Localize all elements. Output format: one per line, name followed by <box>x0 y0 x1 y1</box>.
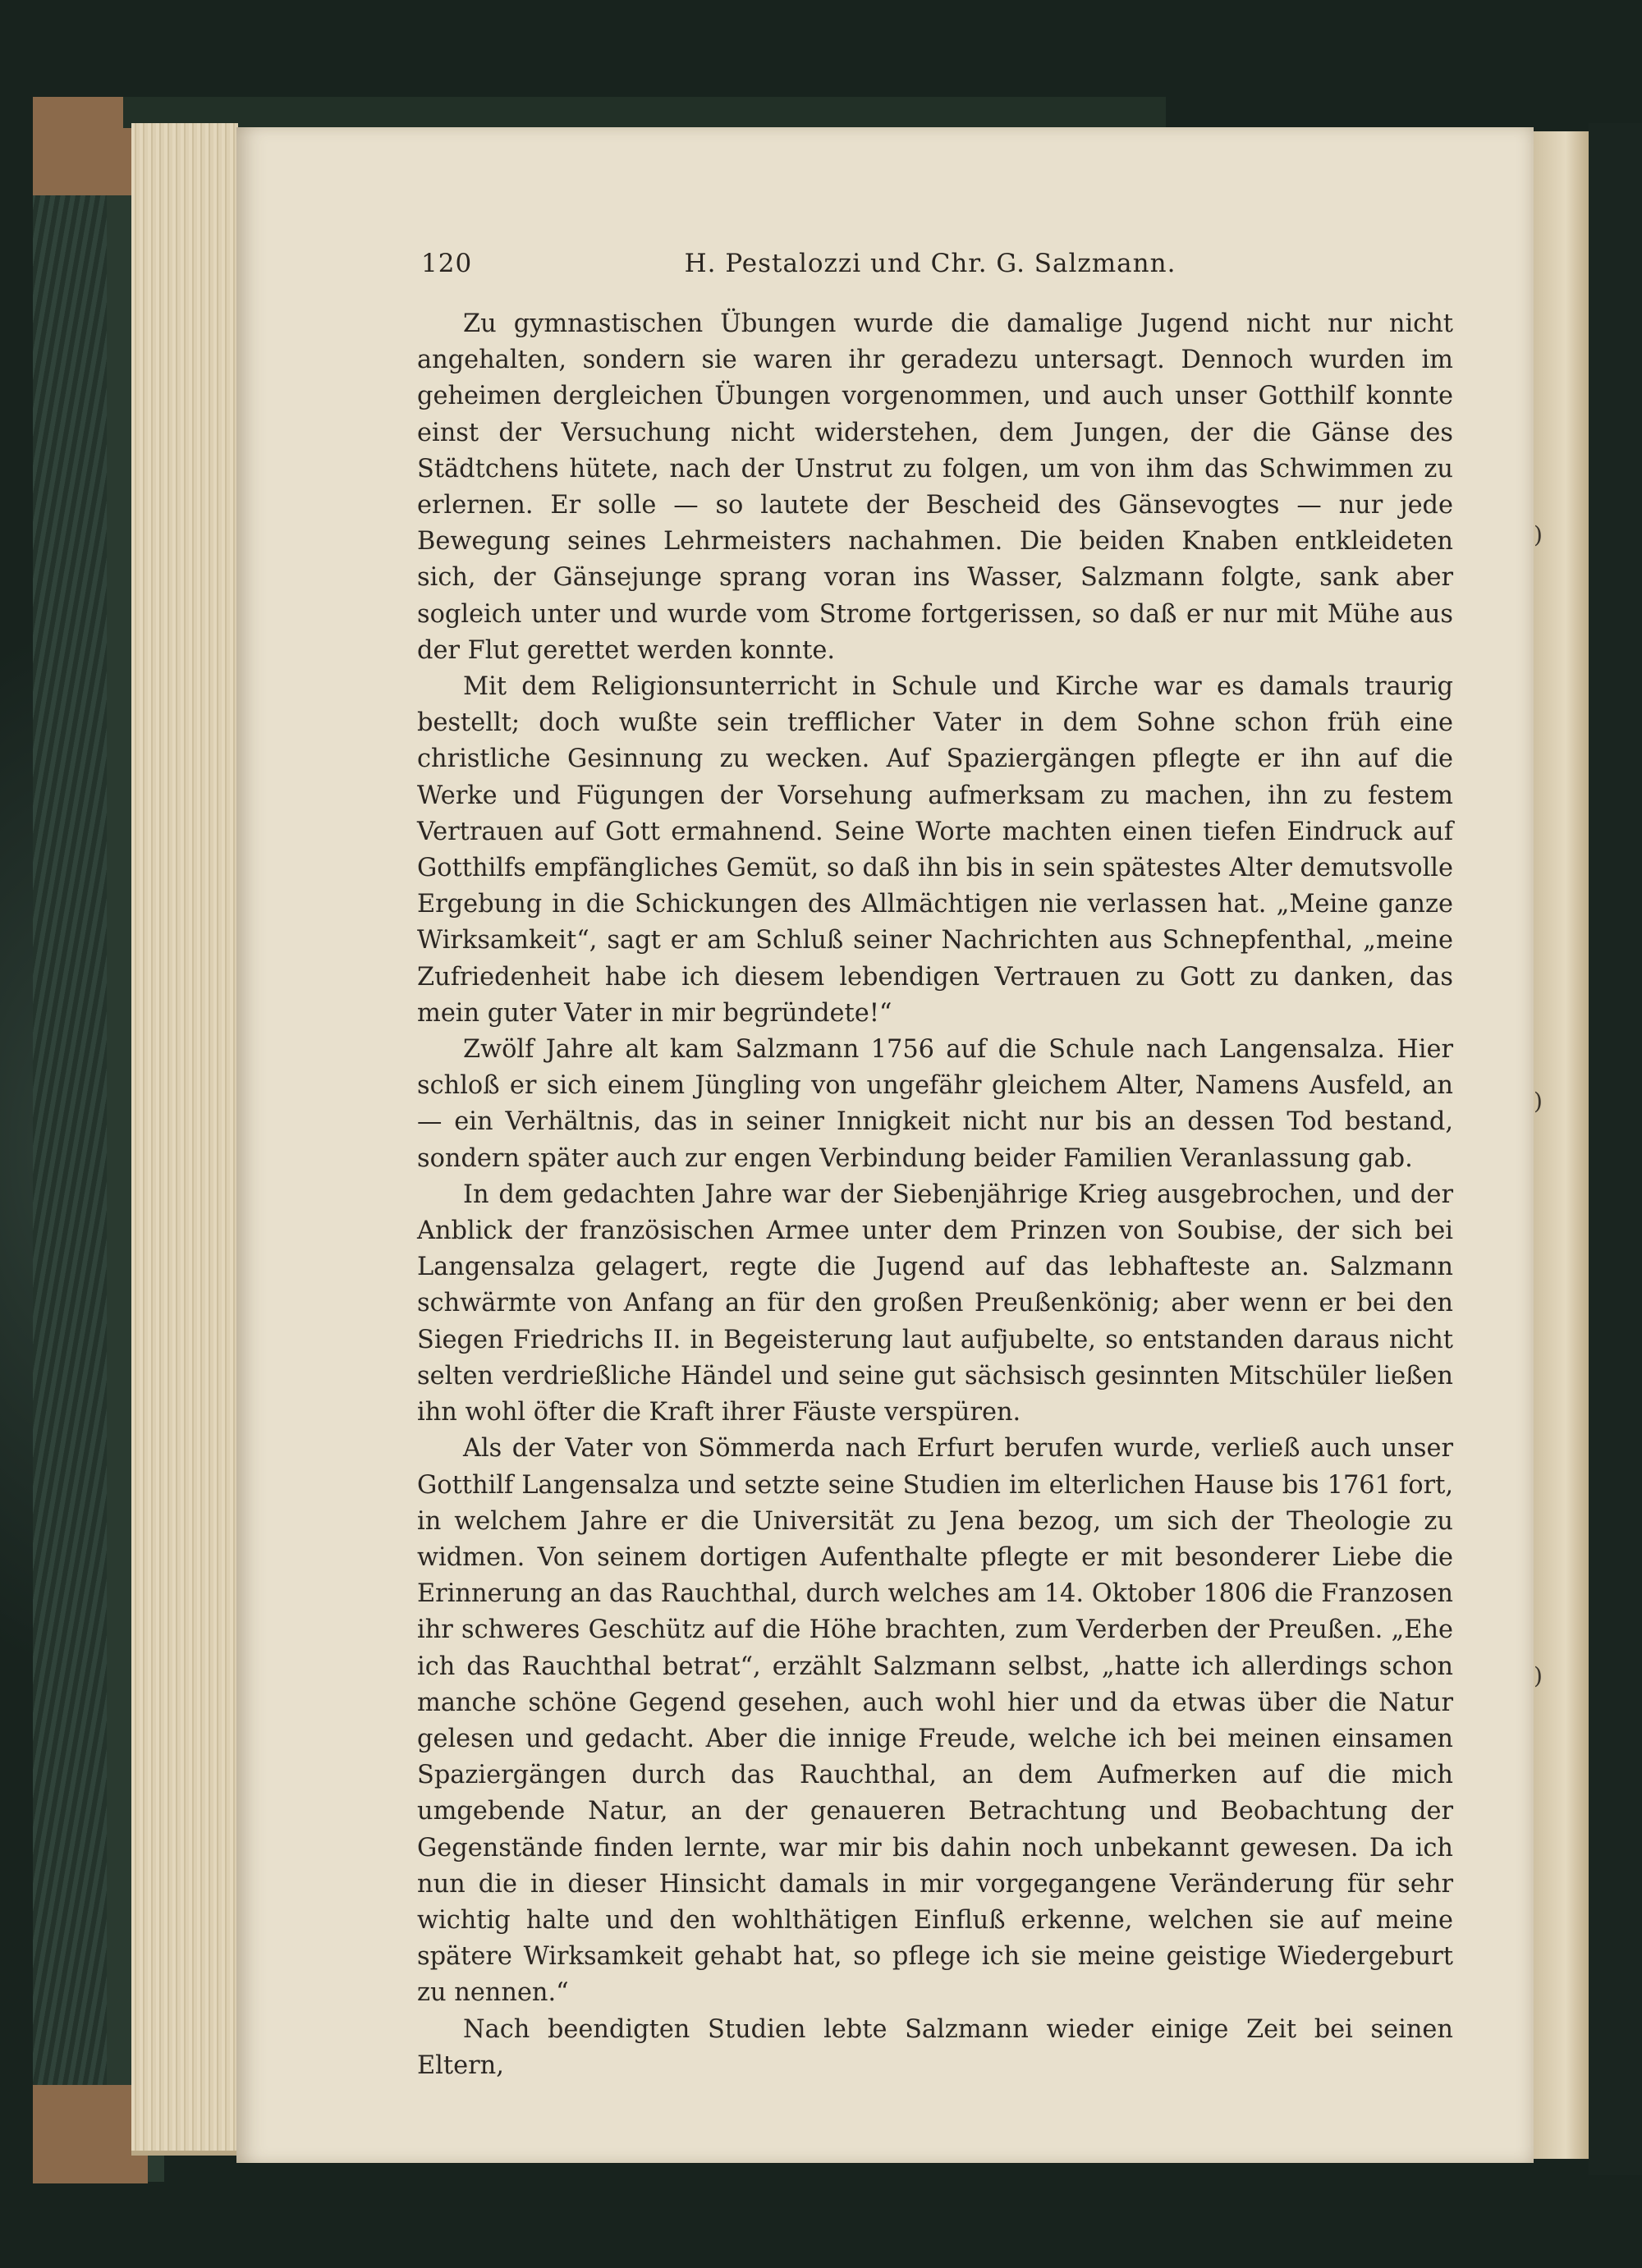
book-cover-cloth <box>33 97 107 2182</box>
margin-bracket: ) <box>1534 1088 1543 1115</box>
paragraph: Mit dem Religionsunterricht in Schule und Kirche war es damals traurig bestellt; doch wußte sein trefflicher Vater in dem Sohne schon früh eine christliche Gesinnung zu wecken. Auf Spaziergängen pflegte er ihn auf die Werke und Fügungen der Vorsehung aufmerksam zu machen, ihn zu festem Vertrauen auf Gott ermahnend. Seine Worte machten einen tiefen Eindruck auf Gotthilfs empfängliches Gemüt, so daß ihn bis in sein spätestes Alter demutsvolle Ergebung in die Schickungen des Allmächtigen nie verlassen hat. „Meine ganze Wirksamkeit“, sagt er am Schluß seiner Nachrichten aus Schnepfenthal, „meine Zufriedenheit habe ich diesem lebendigen Vertrauen zu Gott zu danken, das mein guter Vater in mir begründete!“ <box>417 672 1453 1028</box>
paragraph: Nach beendigten Studien lebte Salzmann wieder einige Zeit bei seinen Eltern, <box>417 2014 1453 2080</box>
book-cover-top <box>123 97 1166 128</box>
paragraph: In dem gedachten Jahre war der Siebenjährige Krieg ausgebrochen, und der Anblick der französischen Armee unter dem Prinzen von Soubise, der sich bei Langensalza gelagert, regte die Jugend auf das lebhafteste an. Salzmann schwärmte von Anfang an für den großen Preußenkönig; aber wenn er bei den Siegen Friedrichs II. in Begeisterung laut aufjubelte, so entstanden daraus nicht selten verdrießliche Händel und seine gut sächsisch gesinnten Mitschüler ließen ihn wohl öfter die Kraft ihrer Fäuste verspüren. <box>417 1180 1453 1427</box>
paragraph: Zu gymnastischen Übungen wurde die damalige Jugend nicht nur nicht angehalten, sondern sie waren ihr geradezu untersagt. Dennoch wurden im geheimen dergleichen Übungen vorgenommen, und auch unser Gotthilf konnte einst der Versuchung nicht widerstehen, dem Jungen, der die Gänse des Städtchens hütete, nach der Unstrut zu folgen, um von ihm das Schwimmen zu erlernen. Er solle — so lautete der Bescheid des Gänsevogtes — nur jede Bewegung seines Lehrmeisters nachahmen. Die beiden Knaben entkleideten sich, der Gänsejunge sprang voran ins Wasser, Salzmann folgte, sank aber sogleich unter und wurde vom Strome fortgerissen, so daß er nur mit Mühe aus der Flut gerettet werden konnte. <box>417 309 1453 665</box>
paragraph: Zwölf Jahre alt kam Salzmann 1756 auf die Schule nach Langensalza. Hier schloß er sich einem Jüngling von ungefähr gleichem Alter, Namens Ausfeld, an — ein Verhältnis, das in seiner Innigkeit nicht nur bis an dessen Tod bestand, sondern später auch zur engen Verbindung beider Familien Veranlassung gab. <box>417 1035 1453 1173</box>
page-header <box>421 249 1439 290</box>
paragraph: Als der Vater von Sömmerda nach Erfurt berufen wurde, verließ auch unser Gotthilf Langensalza und setzte seine Studien im elterlichen Hause bis 1761 fort, in welchem Jahre er die Universität zu Jena bezog, um sich der Theologie zu widmen. Von seinem dortigen Aufenthalte pflegte er mit besonderer Liebe die Erinnerung an das Rauchthal, durch welches am 14. Oktober 1806 die Franzosen ihr schweres Geschütz auf die Höhe brachten, zum Verderben der Preußen. „Ehe ich das Rauchthal betrat“, erzählt Salzmann selbst, „hatte ich allerdings schon manche schöne Gegend gesehen, auch wohl hier und da etwas über die Natur gelesen und gedacht. Aber die innige Freude, welche ich bei meinen einsamen Spaziergängen durch das Rauchthal, an dem Aufmerken auf die mich umgebende Natur, an der genaueren Betrachtung und Beobachtung der Gegenstände finden lernte, war mir bis dahin noch unbekannt gewesen. Da ich nun die in dieser Hinsicht damals in mir vorgegangene Veränderung für sehr wichtig halte und den wohlthätigen Einfluß erkenne, welchen sie auf meine spätere Wirksamkeit gehabt hat, so pflege ich sie meine geistige Wiedergeburt zu nennen.“ <box>417 1434 1453 2008</box>
page-number: 120 <box>421 249 473 278</box>
page-edges-left <box>131 123 238 2156</box>
running-head: H. Pestalozzi und Chr. G. Salzmann. <box>684 249 1176 278</box>
cover-corner-bottom <box>33 2085 148 2183</box>
margin-bracket: ) <box>1534 1662 1543 1689</box>
body-text <box>417 306 1453 2084</box>
book-page <box>236 127 1543 2163</box>
margin-bracket: ) <box>1534 521 1543 548</box>
page-edges-right <box>1531 131 1589 2159</box>
book-cover-right <box>1589 123 1642 2175</box>
